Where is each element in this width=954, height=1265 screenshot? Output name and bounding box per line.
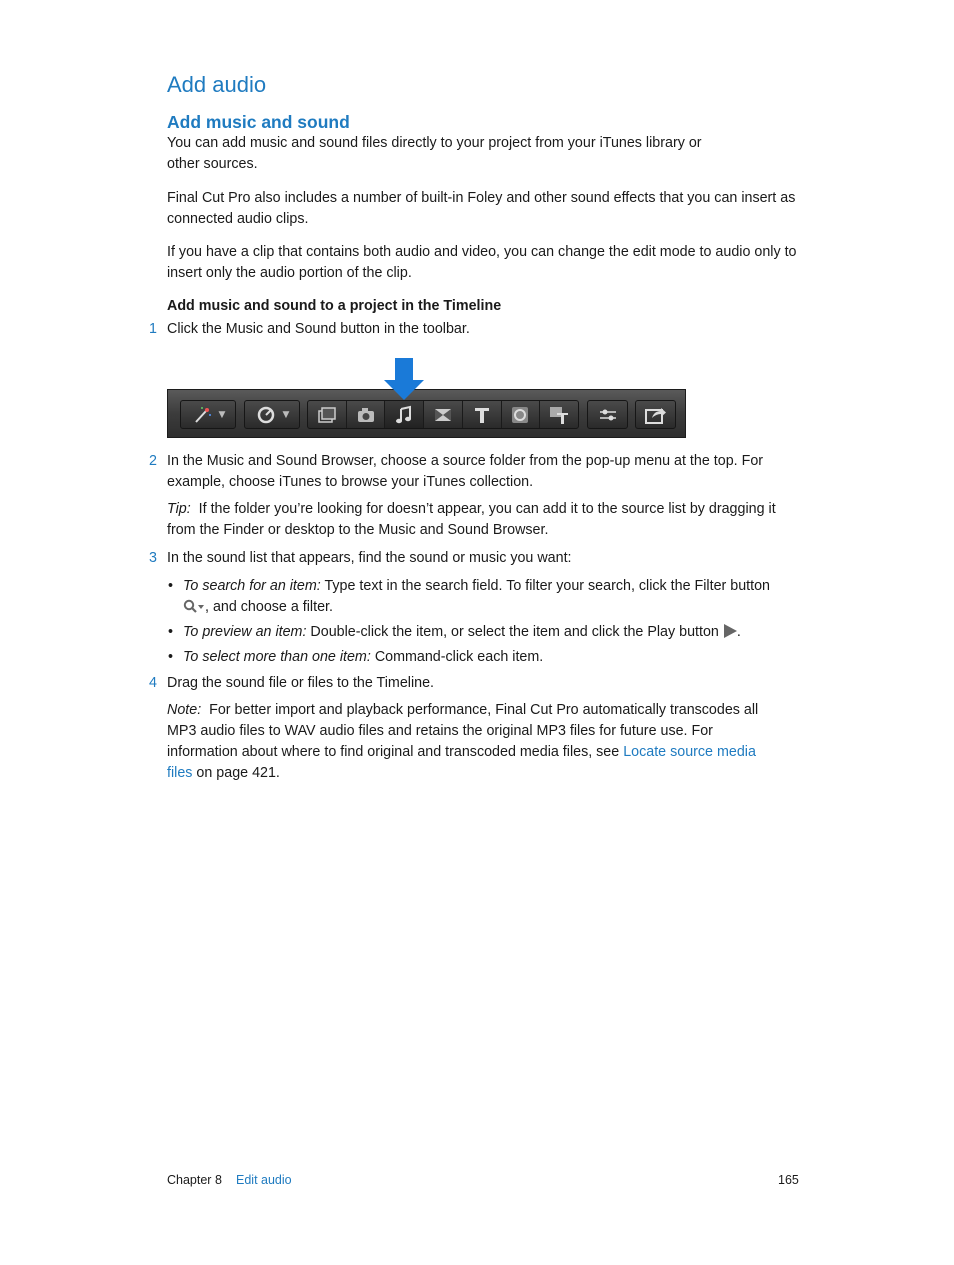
bullet-3-lead: To select more than one item: [183,649,371,665]
bullet-2-marker: • [168,624,174,640]
photo-browser-icon[interactable] [308,401,347,428]
camera-icon[interactable] [347,401,386,428]
tools-popup[interactable] [180,400,236,429]
bullet-1-marker: • [168,578,174,594]
generators-icon[interactable] [502,401,541,428]
note-text: For better import and playback performance, Final Cut Pro automatically transcodes all MP3 audio files to WAV audio files and retains the original MP3 files for future use. For information about where to find original and transcoded media files, see [167,702,759,760]
transitions-icon[interactable] [424,401,463,428]
share-group [635,400,676,429]
inspector-icon[interactable] [588,401,627,428]
footer-chapter: Chapter 8 [167,1173,222,1187]
play-icon [723,624,737,645]
edit-mode-paragraph: If you have a clip that contains both audio and video, you can change the edit mode to audio only to insert only the audio portion of the clip. [167,244,797,281]
share-icon[interactable] [636,401,675,428]
bullet-1 [183,576,783,620]
fcp-toolbar [167,389,686,438]
step-1-text: Click the Music and Sound button in the toolbar. [167,321,470,337]
retime-icon[interactable]: ▼ [245,401,299,428]
footer-section-link[interactable]: Edit audio [236,1173,292,1187]
footer-page-number: 165 [778,1173,799,1187]
titles-icon[interactable] [463,401,502,428]
tip-text: If the folder you’re looking for doesn’t appear, you can add it to the source list by dragging it from the Finder or desktop to the Music and Sound Browser. [167,501,776,538]
bullet-1-text2: , and choose a filter. [205,599,333,615]
step-number-2: 2 [149,453,157,469]
music-note-icon[interactable] [385,401,424,428]
step-number-1: 1 [149,321,157,337]
callout-arrow-icon [384,358,424,400]
inspector-group [587,400,628,429]
bullet-2 [183,622,803,645]
magic-wand-icon[interactable]: ▼ [181,401,235,428]
section-title: Add music and sound [167,112,350,132]
bullet-3 [183,647,783,668]
retime-popup[interactable] [244,400,300,429]
filter-search-icon [183,599,205,620]
bullet-2-lead: To preview an item: [183,624,307,640]
note-after: on page 421. [196,765,280,781]
step-2-text: In the Music and Sound Browser, choose a source folder from the pop-up menu at the top. For example, choose iTunes to browse your iTunes collection. [167,453,764,490]
media-browser-group [307,400,579,429]
tip-paragraph [167,499,807,541]
task-heading: Add music and sound to a project in the Timeline [167,298,502,314]
step-number-4: 4 [149,675,157,691]
bullet-2-text2: . [736,624,741,640]
tip-label: Tip: [167,501,191,517]
foley-paragraph: Final Cut Pro also includes a number of built-in Foley and other sound effects that you can insert as connected audio clips. [167,190,796,227]
bullet-1-lead: To search for an item: [183,578,321,594]
bullet-2-text: Double-click the item, or select the item and click the Play button [310,624,719,640]
bullet-3-text: Command-click each item. [374,649,544,665]
note-paragraph [167,700,782,784]
step-3-text: In the sound list that appears, find the sound or music you want: [167,550,572,566]
bullet-3-marker: • [168,649,174,665]
intro-paragraph: You can add music and sound files directly to your project from your iTunes library or other sources. [167,135,702,172]
step-4-text: Drag the sound file or files to the Timeline. [167,675,435,691]
note-label: Note: [167,702,202,718]
locate-source-media-link[interactable]: Locate source media files [167,744,756,781]
themes-icon[interactable] [540,401,578,428]
step-number-3: 3 [149,550,157,566]
bullet-1-text: Type text in the search field. To filter your search, click the Filter button [324,578,770,594]
page-title: Add audio [167,72,267,97]
